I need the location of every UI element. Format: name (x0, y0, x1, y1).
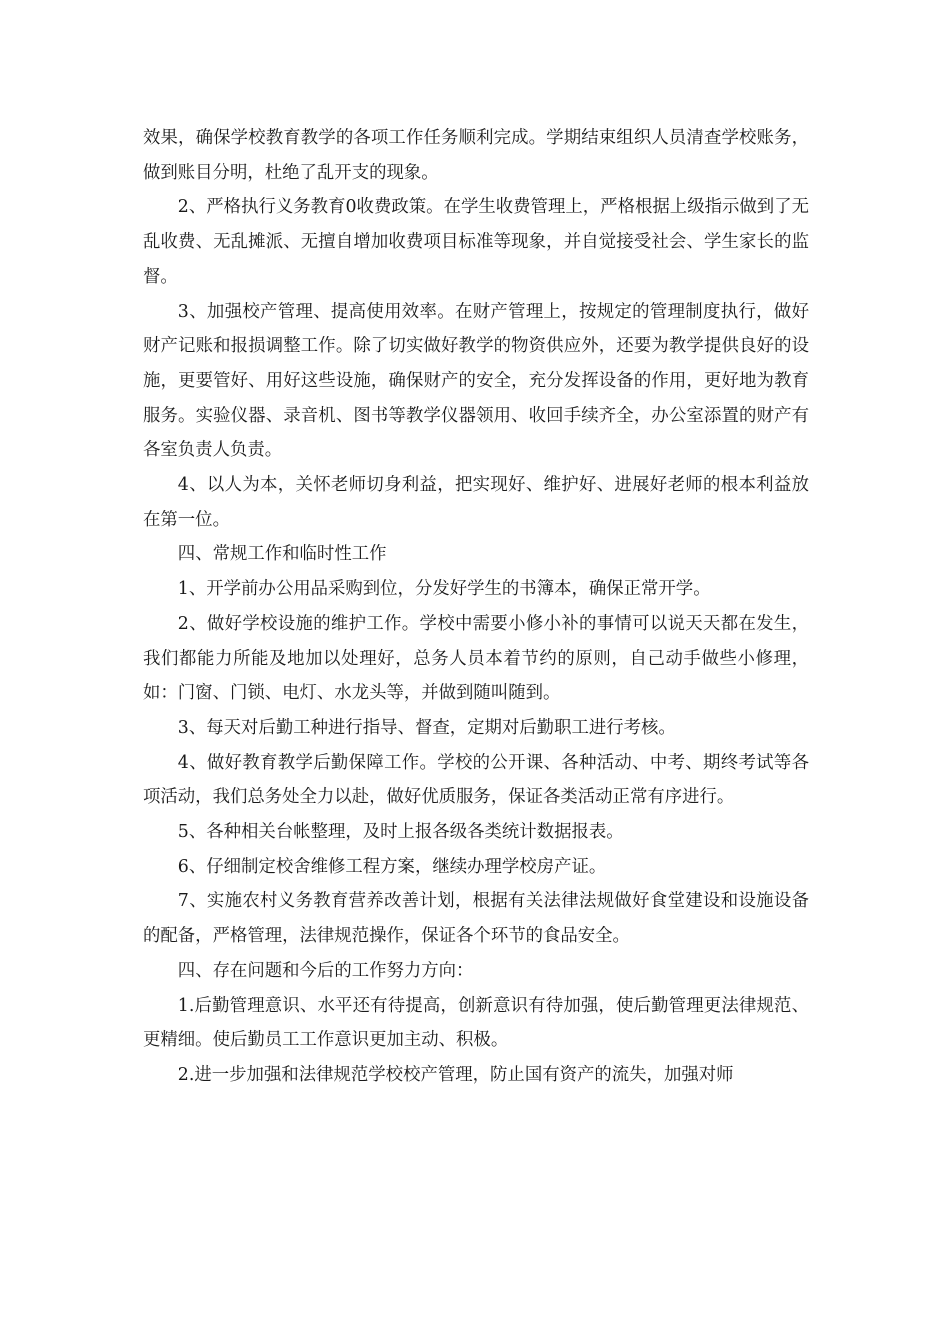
paragraph-routine-2: 2、做好学校设施的维护工作。学校中需要小修小补的事情可以说天天都在发生，我们都能力所能及地加以处理好，总务人员本着节约的原则，自己动手做些小修理，如：门窗、门锁、电灯、水龙头等，并做到随叫随到。 (143, 613, 809, 704)
paragraph-routine-1: 1、开学前办公用品采购到位，分发好学生的书簿本，确保正常开学。 (177, 579, 711, 600)
paragraph-item-4-teachers: 4、以人为本，关怀老师切身利益，把实现好、维护好、进展好老师的根本利益放在第一位。 (143, 475, 809, 530)
paragraph-item-2-fees: 2、严格执行义务教育0收费政策。在学生收费管理上，严格根据上级指示做到了无乱收费、无乱摊派、无擅自增加收费项目标准等现象，并自觉接受社会、学生家长的监督。 (143, 197, 809, 287)
section-heading-problems: 四、存在问题和今后的工作努力方向： (177, 960, 474, 981)
paragraph-continuation: 效果，确保学校教育教学的各项工作任务顺利完成。学期结束组织人员清查学校账务，做到账目分明，杜绝了乱开支的现象。 (143, 128, 809, 183)
paragraph-problem-1: 1.后勤管理意识、水平还有待提高，创新意识有待加强，使后勤管理更法律规范、更精细。使后勤员工工作意识更加主动、积极。 (143, 995, 809, 1051)
document-body (143, 121, 809, 1093)
paragraph-routine-4: 4、做好教育教学后勤保障工作。学校的公开课、各种活动、中考、期终考试等各项活动，我们总务处全力以赴，做好优质服务，保证各类活动正常有序进行。 (143, 752, 809, 808)
paragraph-problem-2: 2.进一步加强和法律规范学校校产管理，防止国有资产的流失，加强对师 (177, 1064, 734, 1085)
paragraph-routine-7: 7、实施农村义务教育营养改善计划，根据有关法律法规做好食堂建设和设施设备的配备，严格管理，法律规范操作，保证各个环节的食品安全。 (143, 891, 809, 947)
paragraph-routine-5: 5、各种相关台帐整理，及时上报各级各类统计数据报表。 (177, 822, 624, 843)
paragraph-item-3-property: 3、加强校产管理、提高使用效率。在财产管理上，按规定的管理制度执行，做好财产记账和报损调整工作。除了切实做好教学的物资供应外，还要为教学提供良好的设施，更要管好、用好这些设施，确保财产的安全，充分发挥设备的作用，更好地为教育服务。实验仪器、录音机、图书等教学仪器领用、收回手续齐全，办公室添置的财产有各室负责人负责。 (143, 301, 809, 461)
paragraph-routine-6: 6、仔细制定校舍维修工程方案，继续办理学校房产证。 (177, 856, 607, 877)
section-heading-routine-work: 四、常规工作和临时性工作 (177, 544, 387, 565)
paragraph-routine-3: 3、每天对后勤工种进行指导、督查，定期对后勤职工进行考核。 (177, 717, 676, 738)
